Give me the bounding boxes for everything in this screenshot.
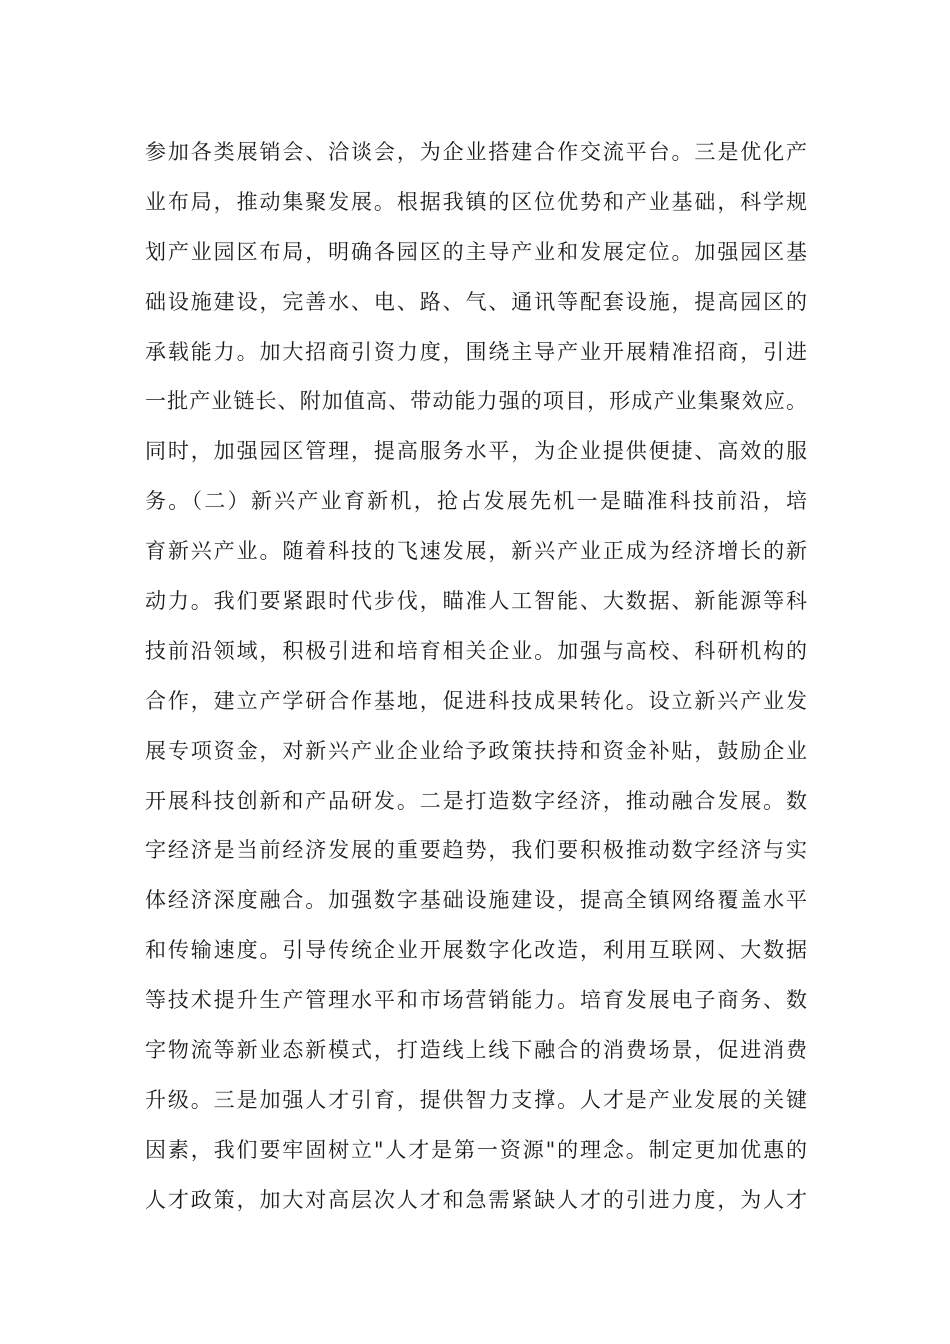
text-line: 动力。我们要紧跟时代步伐，瞄准人工智能、大数据、新能源等科 [145, 589, 807, 614]
text-line: 务。（二）新兴产业育新机，抢占发展先机一是瞄准科技前沿，培 [145, 489, 807, 514]
text-line: 升级。三是加强人才引育，提供智力支撑。人才是产业发展的关键 [145, 1087, 807, 1112]
text-line: 字经济是当前经济发展的重要趋势，我们要积极推动数字经济与实 [145, 838, 807, 863]
text-line: 同时，加强园区管理，提高服务水平，为企业提供便捷、高效的服 [145, 439, 807, 464]
text-line: 参加各类展销会、洽谈会，为企业搭建合作交流平台。三是优化产 [145, 140, 807, 164]
text-line: 展专项资金，对新兴产业企业给予政策扶持和资金补贴，鼓励企业 [145, 738, 807, 763]
text-line: 业布局，推动集聚发展。根据我镇的区位优势和产业基础，科学规 [145, 189, 807, 214]
text-line: 一批产业链长、附加值高、带动能力强的项目，形成产业集聚效应。 [145, 389, 807, 414]
text-line: 开展科技创新和产品研发。二是打造数字经济，推动融合发展。数 [145, 788, 807, 813]
body-text [145, 128, 825, 1226]
text-line: 技前沿领域，积极引进和培育相关企业。加强与高校、科研机构的 [145, 638, 807, 663]
text-line: 和传输速度。引导传统企业开展数字化改造，利用互联网、大数据 [145, 938, 807, 963]
text-line: 体经济深度融合。加强数字基础设施建设，提高全镇网络覆盖水平 [145, 888, 807, 913]
text-line: 等技术提升生产管理水平和市场营销能力。培育发展电子商务、数 [145, 988, 807, 1013]
text-line: 人才政策，加大对高层次人才和急需紧缺人才的引进力度，为人才 [145, 1187, 807, 1212]
text-line: 字物流等新业态新模式，打造线上线下融合的消费场景，促进消费 [145, 1038, 807, 1063]
text-line: 因素，我们要牢固树立"人才是第一资源"的理念。制定更加优惠的 [145, 1137, 807, 1162]
text-line: 础设施建设，完善水、电、路、气、通讯等配套设施，提高园区的 [145, 289, 807, 314]
text-line: 育新兴产业。随着科技的飞速发展，新兴产业正成为经济增长的新 [145, 539, 807, 564]
text-line: 合作，建立产学研合作基地，促进科技成果转化。设立新兴产业发 [145, 688, 807, 713]
text-line: 划产业园区布局，明确各园区的主导产业和发展定位。加强园区基 [145, 239, 807, 264]
text-line: 承载能力。加大招商引资力度，围绕主导产业开展精准招商，引进 [145, 339, 807, 364]
